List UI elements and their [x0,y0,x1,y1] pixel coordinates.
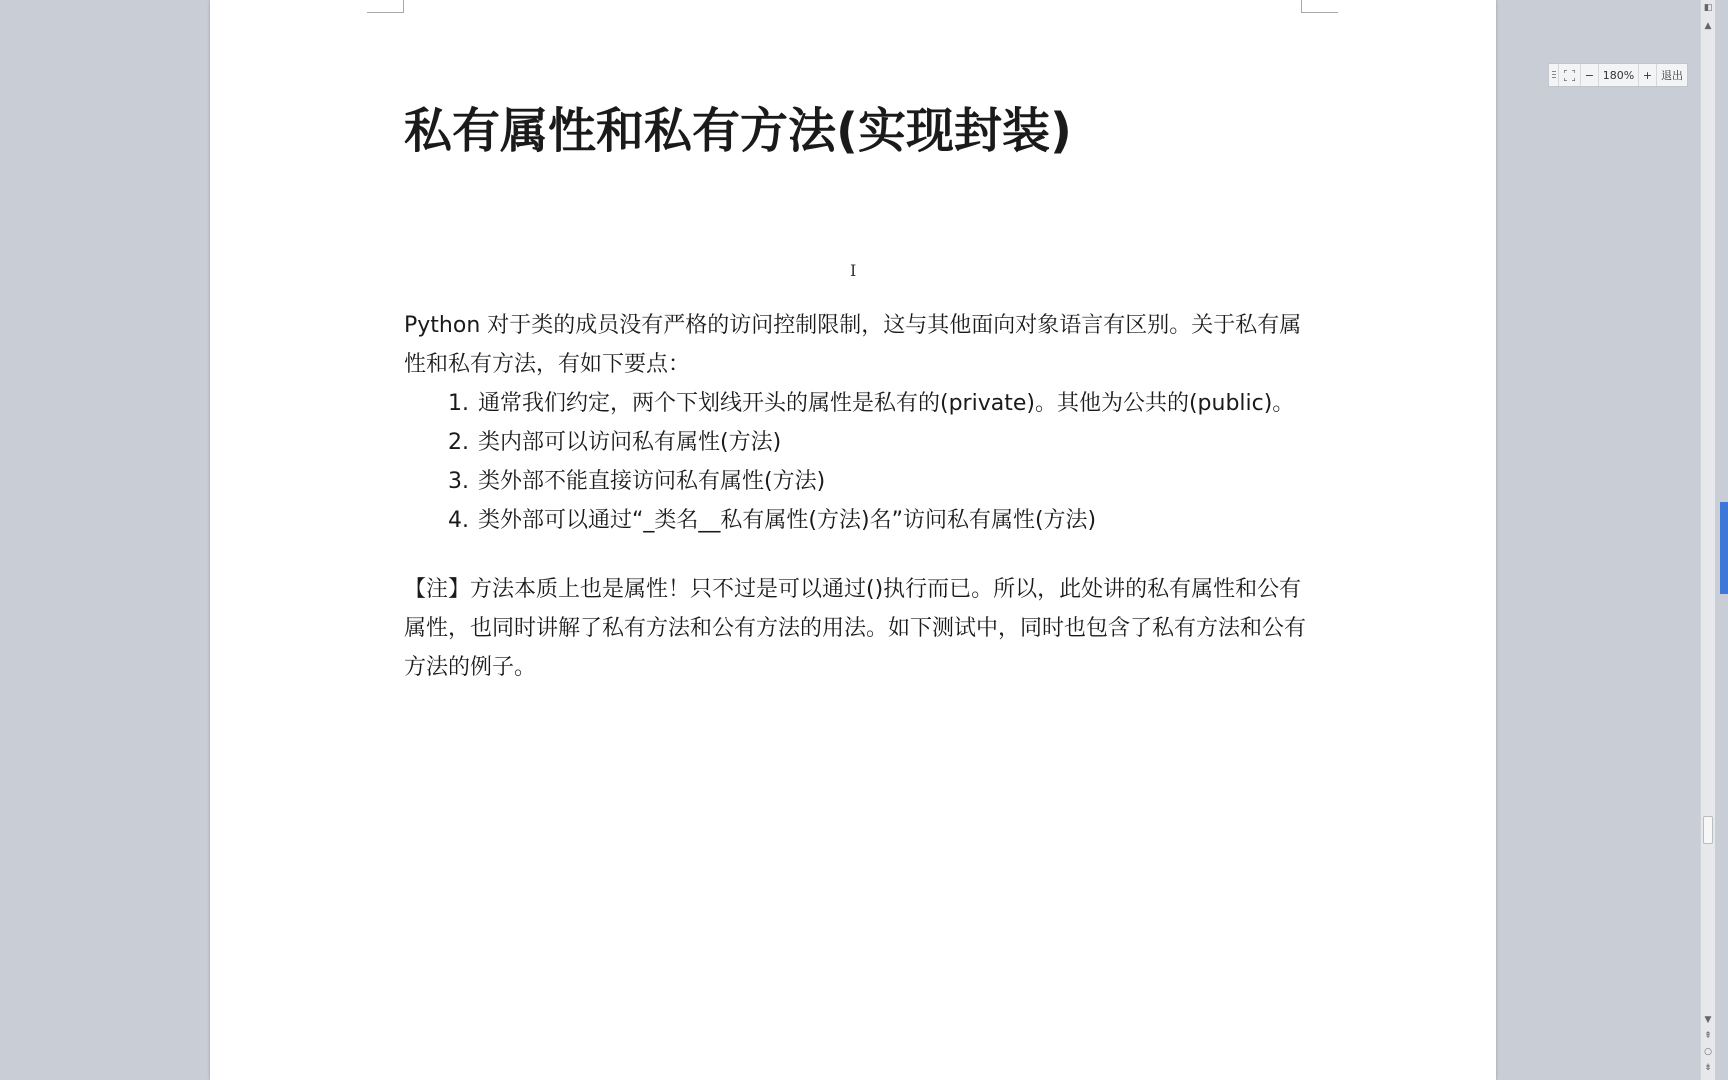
fit-screen-icon [1564,70,1575,81]
list-item [404,501,1314,540]
prev-page-icon[interactable]: ⇞ [1704,1031,1712,1041]
zoom-toolbar [1548,63,1688,87]
document-body[interactable] [404,96,1314,687]
list-number: 4. [448,508,469,533]
list-number: 3. [448,469,469,494]
margin-corner-left [367,0,404,13]
list-item [404,384,1314,423]
zoom-out-button[interactable]: − [1581,64,1599,86]
list-number: 2. [448,430,469,455]
scroll-top-icon[interactable]: ◧ [1703,3,1713,13]
scroll-down-icon[interactable]: ▼ [1704,1015,1712,1025]
list-item-text: 类外部可以通过“_类名__私有属性(方法)名”访问私有属性(方法) [478,508,1097,533]
list-number: 1. [448,391,469,416]
note-paragraph: 【注】方法本质上也是属性！只不过是可以通过()执行而已。所以，此处讲的私有属性和公有属性，也同时讲解了私有方法和公有方法的用法。如下测试中，同时也包含了私有方法和公有方法的例子。 [404,577,1307,680]
fit-screen-button[interactable] [1559,64,1581,86]
vertical-scrollbar[interactable] [1700,0,1715,1080]
list-item [404,423,1314,462]
select-browse-icon[interactable]: ○ [1704,1047,1712,1057]
document-page[interactable] [210,0,1496,1080]
scrollbar-thumb[interactable] [1703,816,1713,844]
margin-corner-right [1301,0,1338,13]
exit-button[interactable]: 退出 [1661,69,1683,82]
intro-paragraph: Python 对于类的成员没有严格的访问控制限制，这与其他面向对象语言有区别。关于私有属性和私有方法，有如下要点： [404,313,1302,377]
list-item [404,462,1314,501]
list-item-text: 通常我们约定，两个下划线开头的属性是私有的(private)。其他为公共的(public)。 [478,391,1295,416]
scroll-up-icon[interactable]: ▲ [1704,21,1712,31]
list-item-text: 类外部不能直接访问私有属性(方法) [478,469,826,494]
next-page-icon[interactable]: ⇟ [1704,1063,1712,1073]
side-panel-toggle[interactable] [1720,502,1728,594]
document-title: 私有属性和私有方法(实现封装) [404,103,1072,159]
zoom-level: 180% [1599,64,1639,86]
toolbar-grip-icon[interactable] [1549,64,1559,86]
points-list [404,384,1314,540]
list-item-text: 类内部可以访问私有属性(方法) [478,430,782,455]
text-cursor-icon: I [850,261,857,280]
zoom-in-button[interactable]: + [1639,64,1657,86]
